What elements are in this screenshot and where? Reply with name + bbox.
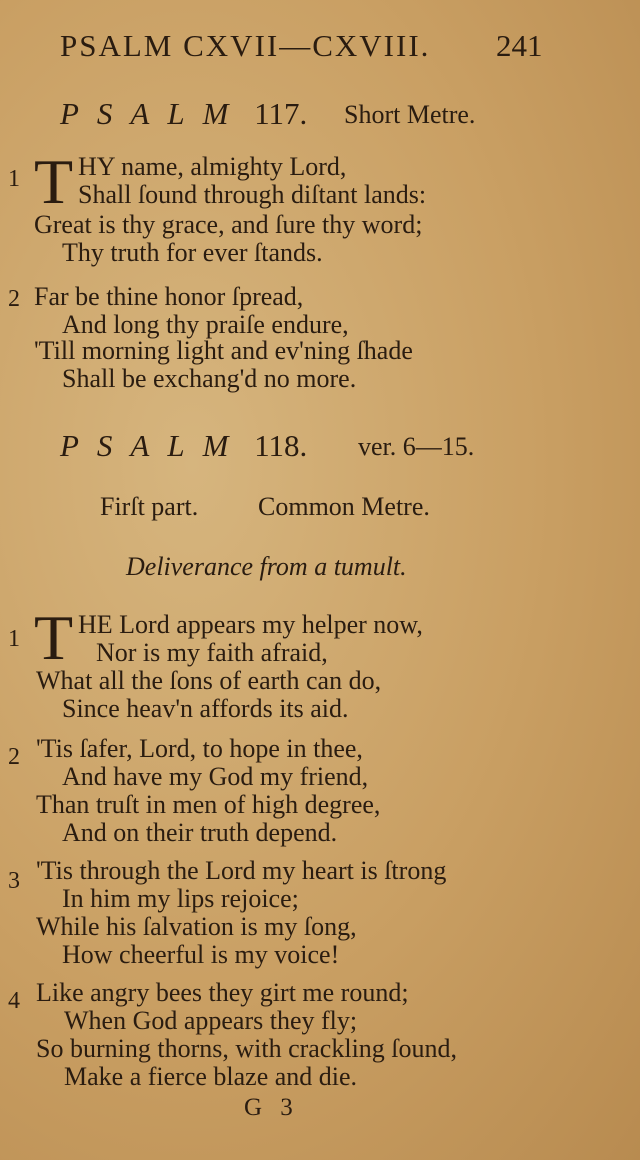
verse-line: While his ſalvation is my ſong, xyxy=(36,912,357,941)
verse-line: Since heav'n affords its aid. xyxy=(62,694,349,723)
psalm-label: PSALM xyxy=(60,428,247,463)
verse-line: Shall ſound through diſtant lands: xyxy=(78,180,427,209)
drop-cap: T xyxy=(34,602,74,673)
stanza-number: 2 xyxy=(8,744,20,770)
verse-line: In him my lips rejoice; xyxy=(62,884,299,913)
verse-line: HE Lord appears my helper now, xyxy=(78,610,423,639)
psalm-118-metre: Common Metre. xyxy=(258,492,430,521)
page-number: 241 xyxy=(496,28,543,63)
psalm-label: PSALM xyxy=(60,96,247,131)
verse-line: And long thy praiſe endure, xyxy=(62,310,349,339)
verse-line: 'Till morning light and ev'ning ſhade xyxy=(34,336,413,365)
stanza-number: 1 xyxy=(8,166,20,192)
psalm-117-metre: Short Metre. xyxy=(344,100,476,129)
verse-line: Shall be exchang'd no more. xyxy=(62,364,357,393)
signature-mark: G 3 xyxy=(244,1094,299,1121)
verse-line: Thy truth for ever ſtands. xyxy=(62,238,323,267)
verse-line: And on their truth depend. xyxy=(62,818,338,847)
stanza-number: 2 xyxy=(8,286,20,312)
drop-cap: T xyxy=(34,146,74,217)
verse-line: Nor is my faith afraid, xyxy=(96,638,328,667)
stanza-number: 1 xyxy=(8,626,20,652)
verse-line: When God appears they fly; xyxy=(64,1006,358,1035)
verse-line: How cheerful is my voice! xyxy=(62,940,340,969)
psalm-117-heading xyxy=(60,96,307,132)
verse-line: Than truſt in men of high degree, xyxy=(36,790,381,819)
verse-line: Far be thine honor ſpread, xyxy=(34,282,304,311)
stanza-number: 3 xyxy=(8,868,20,894)
psalm-subtitle: Deliverance from a tumult. xyxy=(126,552,407,581)
part-label: Firſt part. xyxy=(100,492,199,521)
running-title: PSALM CXVII—CXVIII. xyxy=(60,28,431,63)
verse-line: So burning thorns, with crackling ſound, xyxy=(36,1034,458,1063)
verse-line: Like angry bees they girt me round; xyxy=(36,978,409,1007)
verse-line: 'Tis through the Lord my heart is ſtrong xyxy=(36,856,447,885)
psalm-118-heading xyxy=(60,428,307,464)
verse-line: Great is thy grace, and ſure thy word; xyxy=(34,210,423,239)
verse-line: Make a fierce blaze and die. xyxy=(64,1062,358,1091)
verse-line: 'Tis ſafer, Lord, to hope in thee, xyxy=(36,734,363,763)
psalm-118-verses: ver. 6—15. xyxy=(358,432,475,461)
verse-line: What all the ſons of earth can do, xyxy=(36,666,382,695)
stanza-number: 4 xyxy=(8,988,20,1014)
verse-line: And have my God my friend, xyxy=(62,762,369,791)
verse-line: HY name, almighty Lord, xyxy=(78,152,347,181)
psalm-number: 118. xyxy=(254,428,308,463)
psalm-number: 117. xyxy=(254,96,308,131)
